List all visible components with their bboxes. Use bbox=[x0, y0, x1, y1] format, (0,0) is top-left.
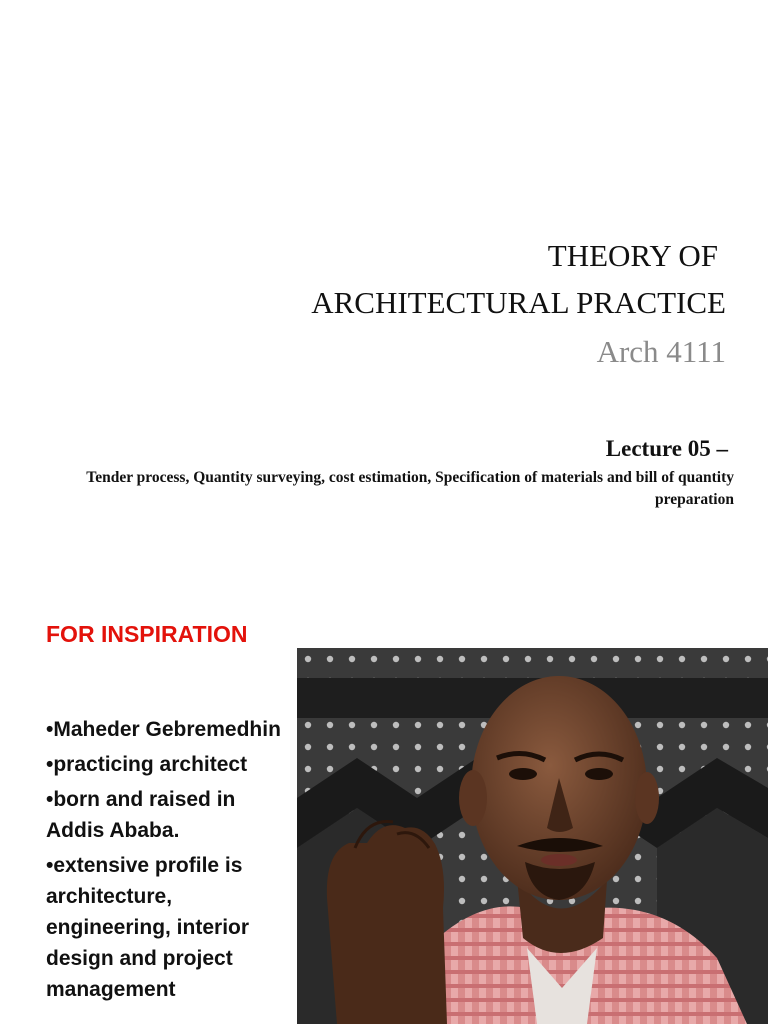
inspiration-heading: FOR INSPIRATION bbox=[46, 621, 248, 647]
portrait-illustration bbox=[297, 648, 768, 1024]
title-line-1: THEORY OF bbox=[547, 238, 718, 273]
bio-bullet-profession: •practicing architect bbox=[46, 753, 248, 776]
bio-bullet-name: •Maheder Gebremedhin bbox=[46, 718, 281, 741]
lecture-number: Lecture 05 – bbox=[605, 436, 728, 461]
lecture-topics: Tender process, Quantity surveying, cost estimation, Specification of materials and bill of quantity preparation bbox=[86, 469, 734, 508]
bio-bullet-profile: •extensive profile is architecture, engineering, interior design and project management bbox=[46, 854, 250, 1001]
course-code: Arch 4111 bbox=[596, 334, 726, 369]
architect-portrait-photo bbox=[297, 648, 768, 1024]
bio-bullet-list bbox=[46, 714, 286, 1009]
bio-bullet-origin: •born and raised in Addis Ababa. bbox=[46, 788, 236, 842]
title-line-2: ARCHITECTURAL PRACTICE bbox=[311, 285, 726, 320]
